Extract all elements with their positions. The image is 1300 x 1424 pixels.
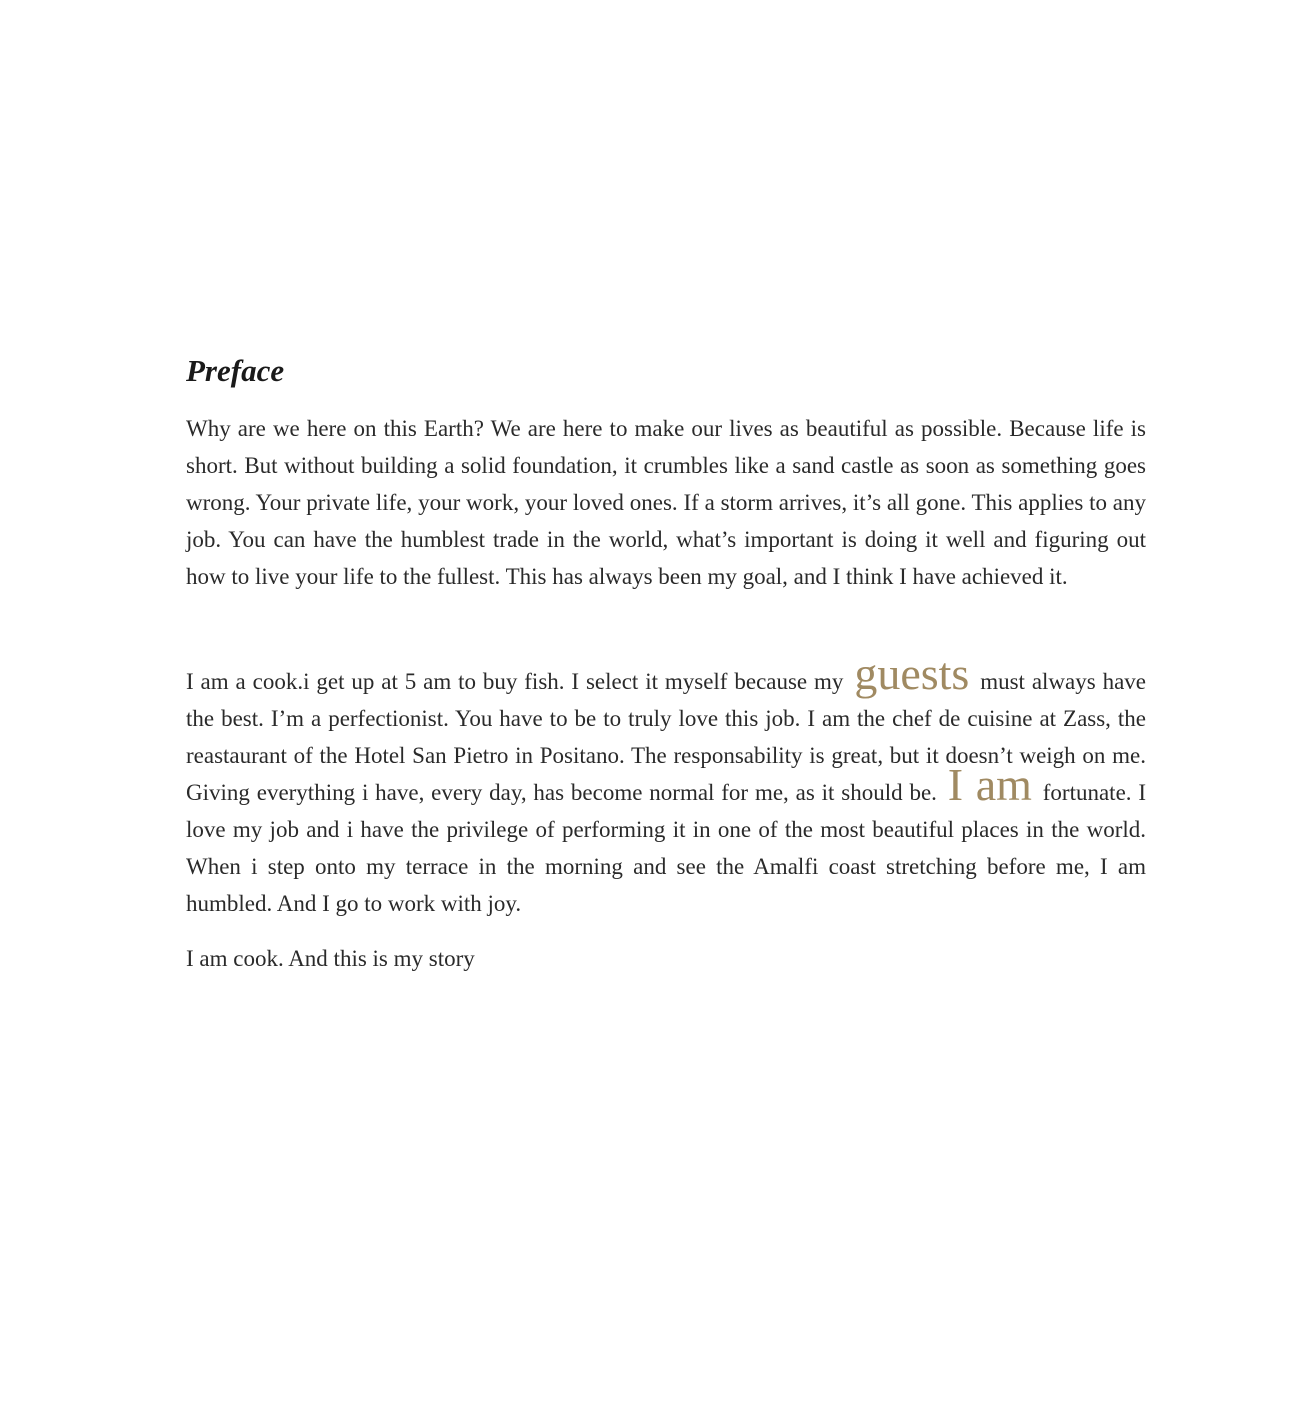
- preface-section: [186, 350, 1146, 977]
- paragraph-story-part1: I am a cook.i get up at 5 am to buy fish. I select it myself because my: [186, 669, 844, 694]
- paragraph-intro: Why are we here on this Earth? We are here to make our lives as beautiful as possible. Because life is short. But without building a solid foundation, it crumbles like a sand castle as soon as something goes wrong. Your private life, your work, your loved ones. If a storm arrives, it’s all gone. This applies to any job. You can have the humblest trade in the world, what’s important is doing it well and figuring out how to live your life to the fullest. This has always been my goal, and I think I have achieved it.: [186, 416, 1146, 589]
- paragraph-story-part3: fortunate. I love my job and i have the privilege of performing it in one of the most beautiful places in the world. When i step onto my terrace in the morning and see the Amalfi coast stretching before me, I am humbled. And I go to work with joy.: [186, 780, 1147, 916]
- highlight-word-guests: guests: [854, 648, 970, 699]
- closing-line: I am cook. And this is my story: [186, 946, 475, 971]
- page-title: Preface: [186, 353, 285, 388]
- highlight-word-i-am: I am: [947, 759, 1032, 810]
- paragraph-story: [186, 648, 1147, 922]
- paragraph-story-part2: must always have the best. I’m a perfectionist. You have to be to truly love this job. I am the chef de cuisine at Zass, the reastaurant of the Hotel San Pietro in Positano. The responsability is great, but it doesn’t weigh on me. Giving everything i have, every day, has become normal for me, as it should be.: [186, 669, 1147, 805]
